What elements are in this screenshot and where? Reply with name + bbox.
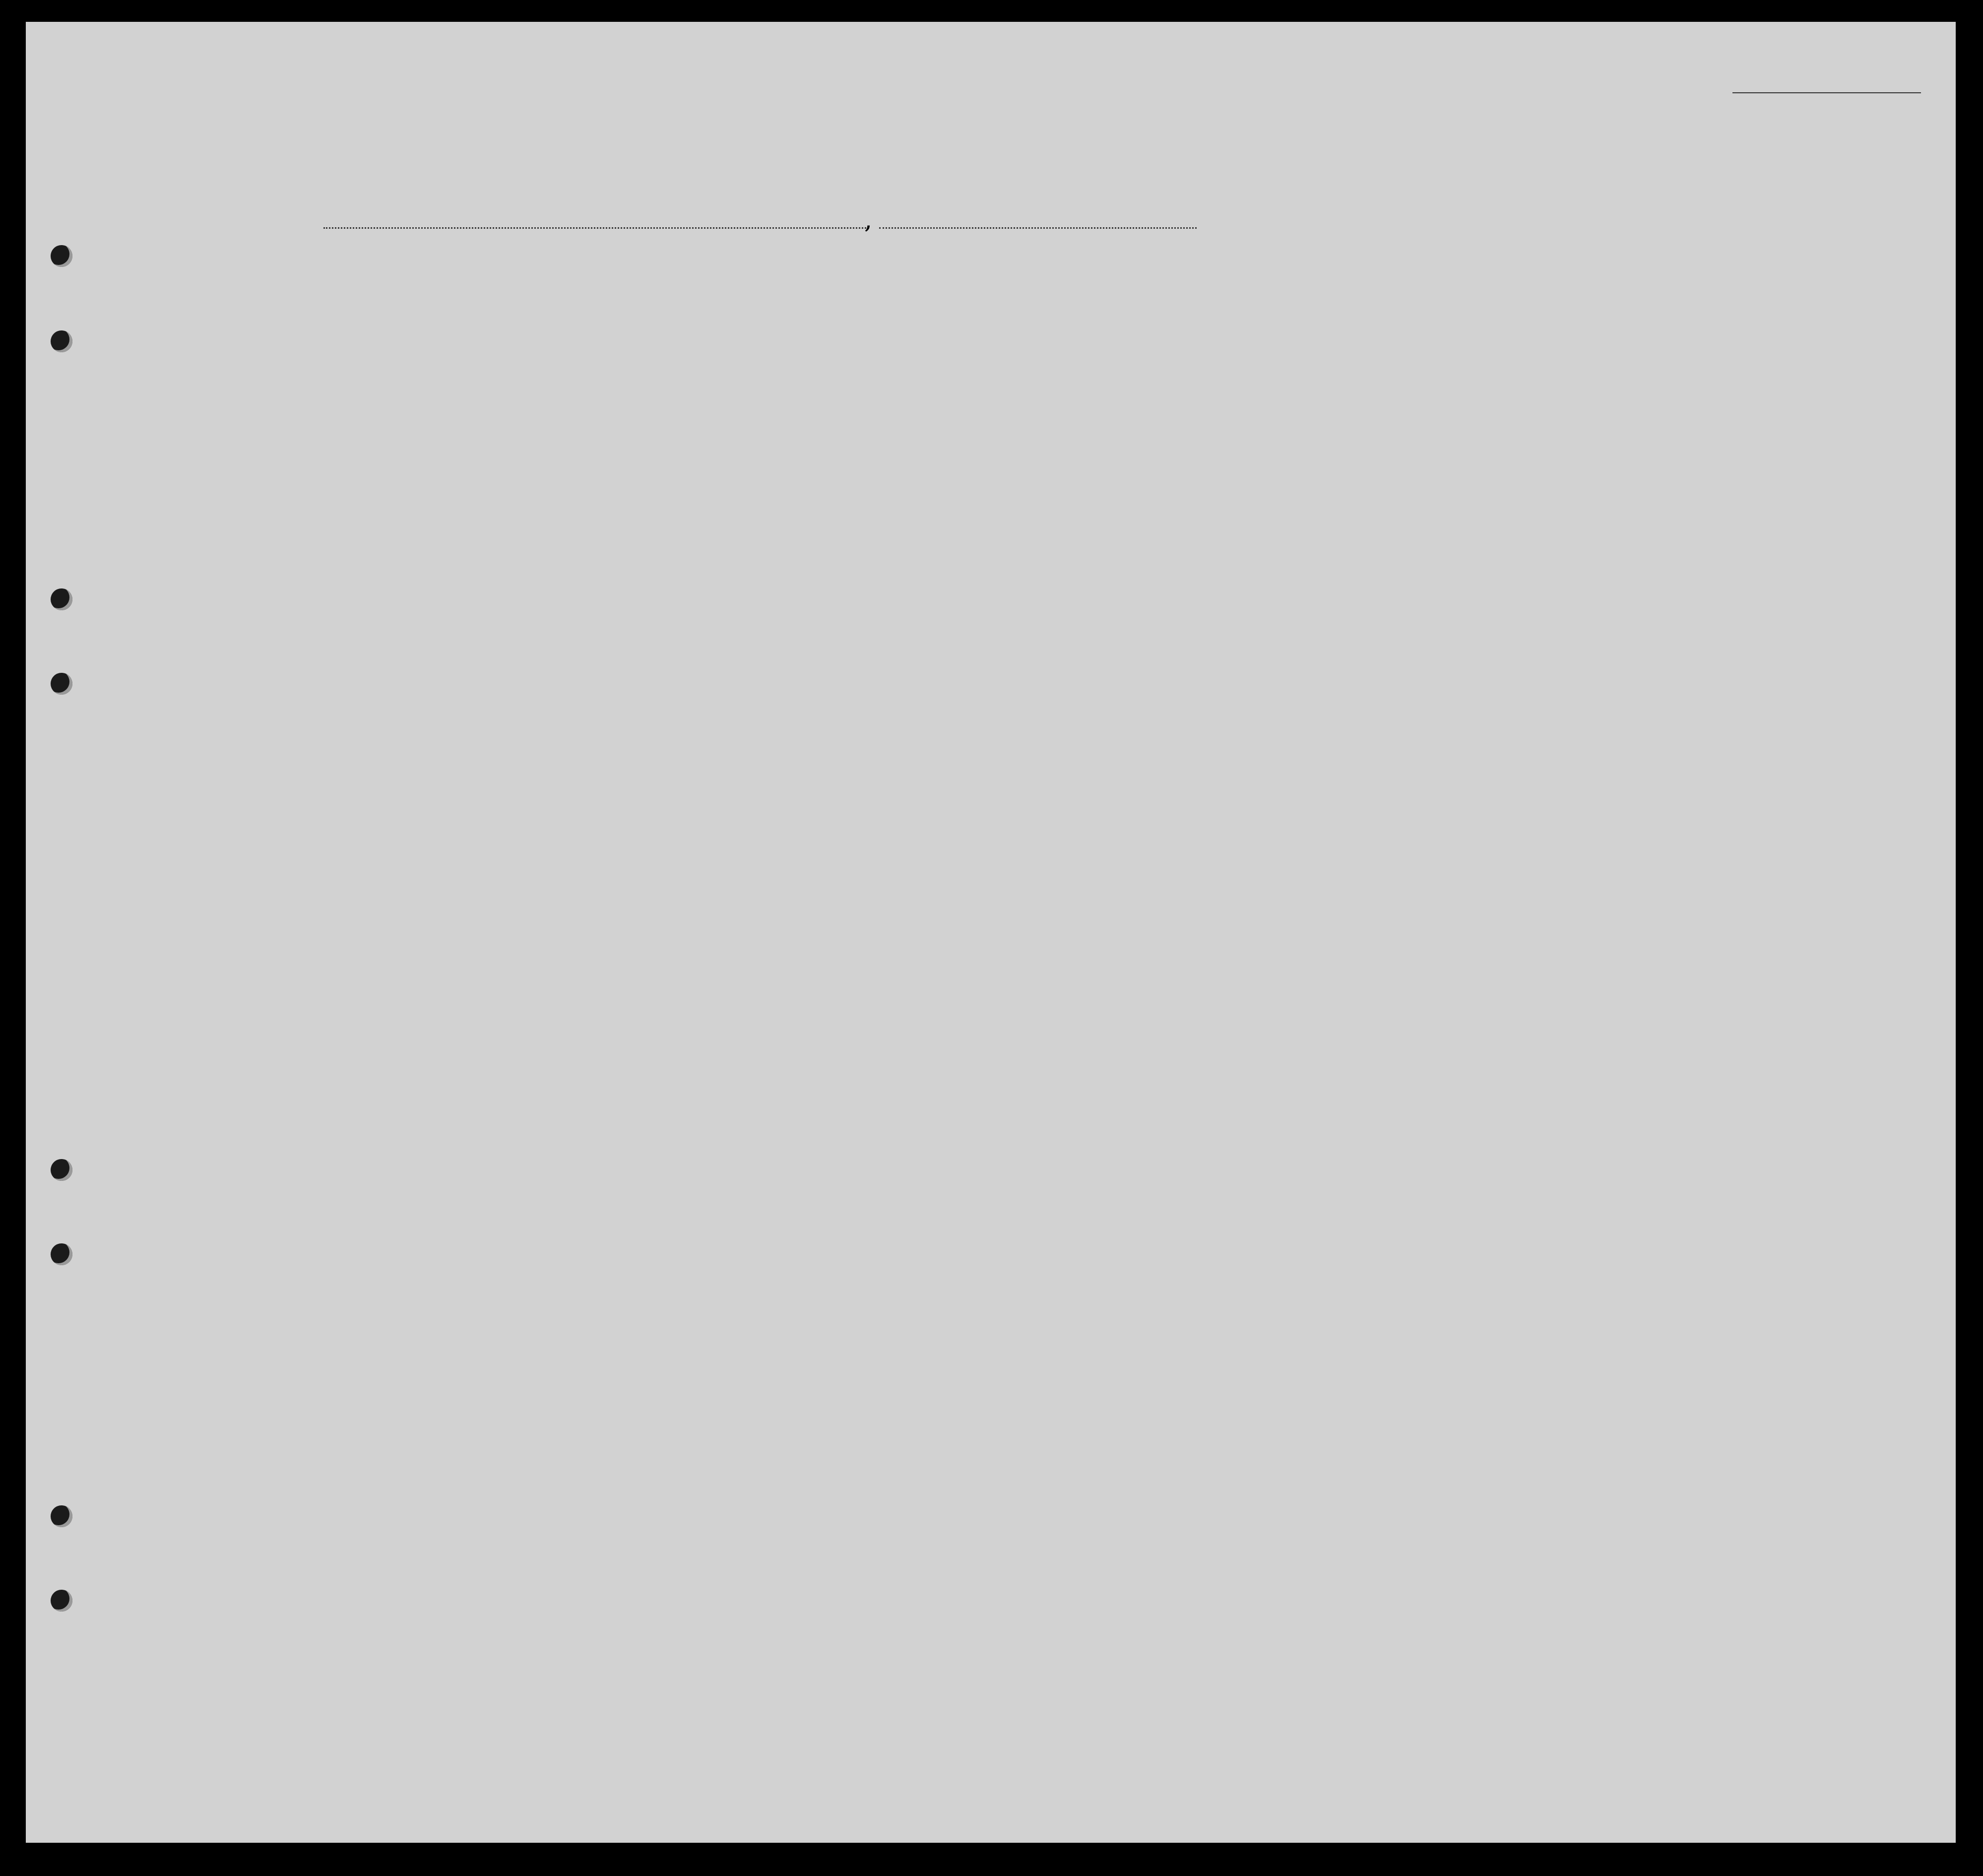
manifest-sheet <box>26 22 1956 1843</box>
table-grid <box>26 22 1956 1843</box>
comma: , <box>864 205 872 234</box>
